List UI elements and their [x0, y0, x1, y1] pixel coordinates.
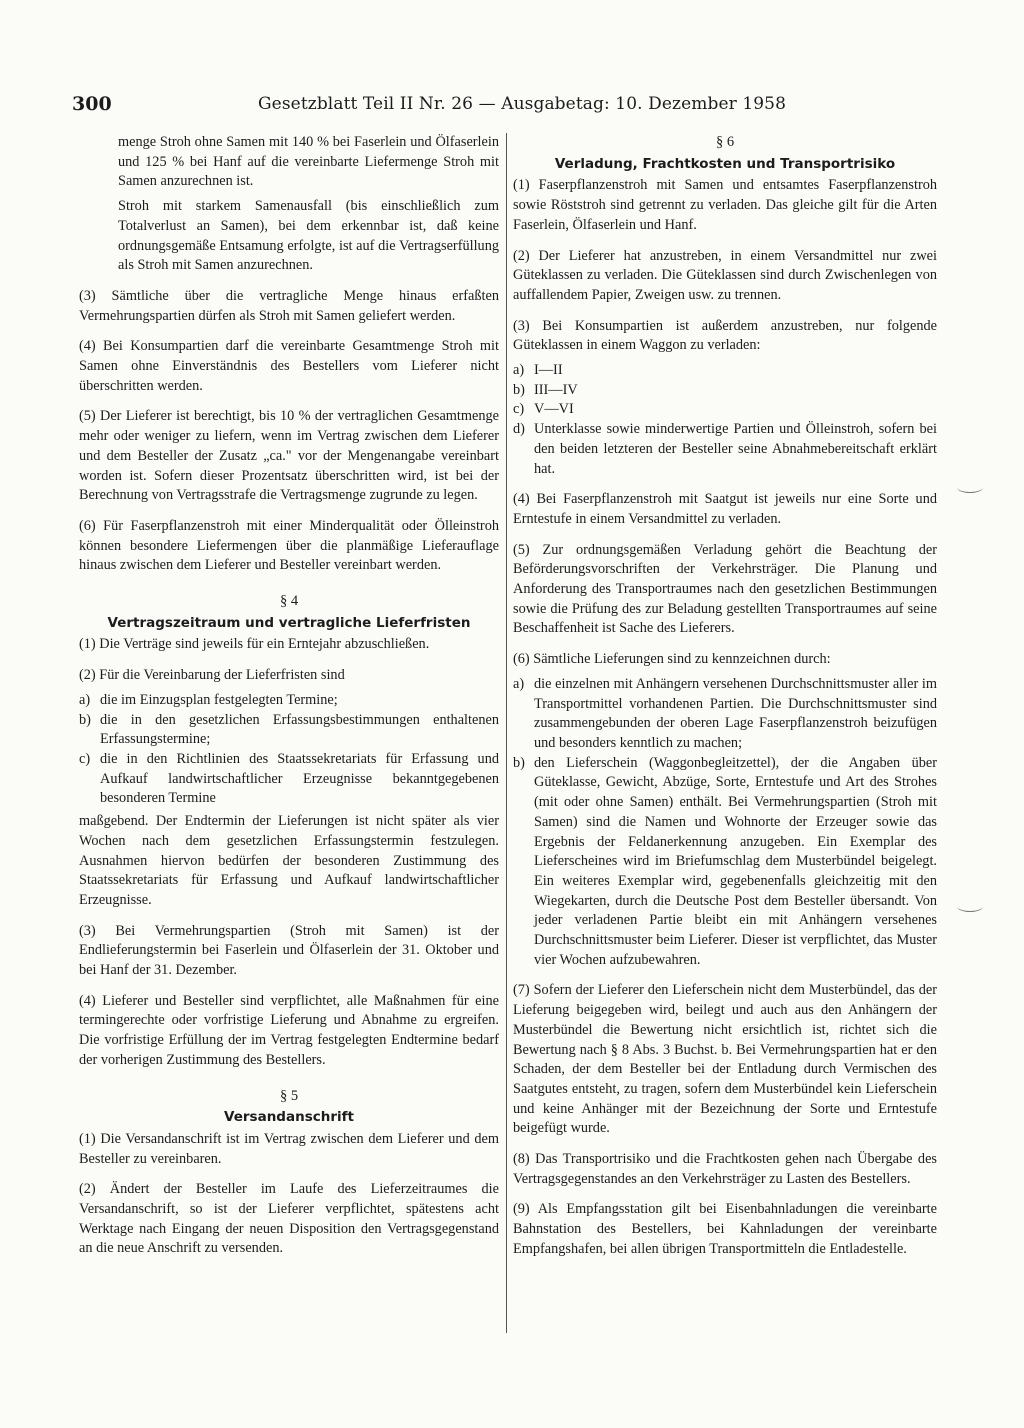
paragraph: (8) Das Transportrisiko und die Frachtkosten gehen nach Übergabe des Vertragsgegenstandes an den Verkehrsträger zu Lasten des Bestellers.	[513, 1151, 937, 1187]
list-marker: a)	[79, 691, 91, 708]
paragraph: (4) Lieferer und Besteller sind verpflichtet, alle Maßnahmen für eine termingerechte oder vorfristige Lieferung und Abnahme zu ergreifen. Die vorfristige Erfüllung der im Vertrag festgelegten Endtermine bedarf der vorherigen Zustimmung des Bestellers.	[79, 992, 499, 1068]
list-text: I—II	[534, 362, 563, 379]
list-marker: d)	[513, 421, 525, 438]
paragraph: (6) Für Faserpflanzenstroh mit einer Minderqualität oder Ölleinstroh können besondere Liefermengen über die planmäßige Lieferauflage hinaus zwischen dem Lieferer und Besteller vereinbart werden.	[79, 517, 499, 574]
list-item	[513, 754, 937, 971]
margin-mark	[957, 901, 983, 912]
list-item	[79, 750, 499, 809]
page-header	[72, 93, 952, 123]
paragraph: (3) Sämtliche über die vertragliche Menge hinaus erfaßten Vermehrungspartien dürfen als Stroh mit Samen geliefert werden.	[79, 287, 499, 324]
list-text: den Lieferschein (Waggonbegleitzettel), der die Angaben über Güteklasse, Gewicht, Abzüge, Sorte, Erntestufe und Art des Strohes (mit oder ohne Samen) enthält. Bei Vermehrungspartien (Stroh mit Samen) sind die Namen und Wohnorte der Erzeuger sowie das Ergebnis der Feldanerkennung anzugeben. Ein Exemplar des Lieferscheines wird im Briefumschlag dem Musterbündel beigelegt. Ein weiteres Exemplar wird, gegebenenfalls gleichzeitig mit den Wiegekarten, durch die Deutsche Post dem Besteller übersandt. Von jeder verladenen Partie bleibt ein mit Anhängern versehenes Durchschnittsmuster beim Lieferer. Dieser ist verpflichtet, das Muster vier Wochen aufzubewahren.	[534, 754, 937, 968]
list-marker: b)	[513, 754, 525, 771]
list-item	[79, 691, 499, 711]
paragraph: (1) Die Verträge sind jeweils für ein Erntejahr abzuschließen.	[79, 636, 430, 653]
paragraph: (1) Faserpflanzenstroh mit Samen und entsamtes Faserpflanzenstroh sowie Röststroh sind getrennt zu verladen. Das gleiche gilt für die Arten Faserlein, Ölfaserlein und Hanf.	[513, 177, 937, 233]
list-text: die in den Richtlinien des Staatssekretariats für Erfassung und Aufkauf landwirtschaftlicher Erzeugnisse bekanntgegebenen besonderen Termine	[100, 750, 499, 807]
margin-mark	[957, 482, 983, 493]
paragraph: (3) Bei Vermehrungspartien (Stroh mit Samen) ist der Endlieferungstermin bei Faserlein und Ölfaserlein der 31. Oktober und bei Hanf der 31. Dezember.	[79, 922, 499, 979]
list-marker: a)	[513, 675, 525, 692]
list	[513, 675, 937, 971]
paragraph: Stroh mit starkem Samenausfall (bis einschließlich zum Totalverlust an Samen), bei dem erkennbar ist, daß keine ordnungsgemäße Entsamung erfolgte, ist auf die Vertragserfüllung als Stroh mit Samen anzurechnen.	[118, 198, 499, 274]
paragraph: (4) Bei Faserpflanzenstroh mit Saatgut ist jeweils nur eine Sorte und Erntestufe in einem Versandmittel zu verladen.	[513, 491, 937, 527]
paragraph: (4) Bei Konsumpartien darf die vereinbarte Gesamtmenge Stroh mit Samen ohne Einverständnis des Bestellers vom Lieferer nicht überschritten werden.	[79, 338, 499, 394]
section-title: Verladung, Frachtkosten und Transportrisiko	[554, 155, 896, 172]
running-title: Gesetzblatt Teil II Nr. 26 — Ausgabetag: 10. Dezember 1958	[258, 94, 787, 114]
paragraph: (1) Die Versandanschrift ist im Vertrag zwischen dem Lieferer und dem Besteller zu vereinbaren.	[79, 1130, 499, 1167]
paragraph: (9) Als Empfangsstation gilt bei Eisenbahnladungen die vereinbarte Bahnstation des Bestellers, bei Kahnladungen der vereinbarte Empfangshafen, bei allen übrigen Transportmitteln die Entladestelle.	[513, 1201, 937, 1257]
list-marker: c)	[513, 401, 525, 418]
left-column	[79, 133, 499, 1264]
list-item	[513, 675, 937, 754]
paragraph: (2) Der Lieferer hat anzustreben, in einem Versandmittel nur zwei Güteklassen zu verladen. Die Güteklassen sind durch Zwischenlegen von auffallendem Papier, Zweigen usw. zu trennen.	[513, 247, 937, 303]
list-marker: b)	[513, 381, 525, 398]
paragraph: (2) Für die Vereinbarung der Lieferfristen sind	[79, 667, 345, 684]
paragraph: (7) Sofern der Lieferer den Lieferschein nicht dem Musterbündel, das der Lieferung beigegeben wird, beilegt und auch aus den Anhängern der Musterbündel die Bewertung nicht ersichtlich ist, richtet sich die Bewertung nach § 8 Abs. 3 Buchst. b. Bei Vermehrungspartien hat er den Schaden, der dem Besteller bei der Entladung durch Vermischen des Saatgutes entsteht, zu tragen, sofern dem Musterbündel kein Lieferschein und keine Anhänger mit der Bezeichnung der Sorte und Erntestufe beigefügt wurde.	[513, 982, 937, 1137]
page-number: 300	[72, 93, 112, 115]
list-text: Unterklasse sowie minderwertige Partien und Ölleinstroh, sofern bei den beiden letzteren der Besteller seine Abnahmebereitschaft erklärt hat.	[534, 421, 937, 477]
list	[79, 691, 499, 809]
right-column	[513, 133, 937, 1265]
paragraph: (2) Ändert der Besteller im Laufe des Lieferzeitraumes die Versandanschrift, so ist der Lieferer verpflichtet, spätestens acht Werktage nach Eingang der neuen Disposition den Vertragsgegenstand an die neue Anschrift zu versenden.	[79, 1181, 499, 1257]
list-item	[513, 361, 937, 381]
list-marker: c)	[79, 750, 91, 767]
list-text: die im Einzugsplan festgelegten Termine;	[100, 691, 338, 708]
list-marker: b)	[79, 711, 91, 728]
paragraph: (3) Bei Konsumpartien ist außerdem anzustreben, nur folgende Güteklassen in einem Waggon zu verladen:	[513, 317, 937, 354]
list-item	[513, 400, 937, 420]
paragraph: (5) Der Lieferer ist berechtigt, bis 10 % der vertraglichen Gesamtmenge mehr oder weniger zu liefern, wenn im Vertrag zwischen dem Lieferer und dem Besteller der Zusatz „ca." vor der Mengenangabe vereinbart worden ist. Sofern dieser Prozentsatz überschritten wird, ist bei der Berechnung von Vertragsstrafe die Vertragsmenge zugrunde zu legen.	[79, 408, 499, 504]
list-text: die in den gesetzlichen Erfassungsbestimmungen enthaltenen Erfassungstermine;	[100, 711, 499, 748]
paragraph: (5) Zur ordnungsgemäßen Verladung gehört die Beachtung der Beförderungsvorschriften der Verkehrsträger. Die Planung und Anforderung des Transportraumes nach den gesetzlichen Bestimmungen sowie die Prüfung des zur Beladung gestellten Transportraumes auf seine Beschaffenheit ist Sache des Lieferers.	[513, 541, 937, 637]
list	[513, 361, 937, 479]
list-item	[79, 711, 499, 750]
section-title: Versandanschrift	[224, 1109, 354, 1126]
section-number: § 4	[279, 593, 299, 610]
paragraph: maßgebend. Der Endtermin der Lieferungen ist nicht später als vier Wochen nach dem gesetzlichen Erfassungstermin festzulegen. Ausnahmen hiervon bedürfen der besonderen Zustimmung des Staatssekretariats für Erfassung und Aufkauf landwirtschaftlicher Erzeugnisse.	[79, 813, 499, 908]
section-title: Vertragszeitraum und vertragliche Lieferfristen	[107, 614, 471, 631]
list-marker: a)	[513, 362, 525, 379]
column-divider	[506, 133, 507, 1333]
list-text: V—VI	[534, 401, 574, 418]
section-number: § 6	[715, 134, 735, 150]
paragraph: menge Stroh ohne Samen mit 140 % bei Faserlein und Ölfaserlein und 125 % bei Hanf auf die vereinbarte Liefermenge Stroh mit Samen anzurechnen ist.	[118, 134, 499, 190]
list-item	[513, 420, 937, 479]
section-number: § 5	[279, 1087, 299, 1104]
list-text: III—IV	[534, 381, 578, 398]
list-item	[513, 381, 937, 401]
list-text: die einzelnen mit Anhängern versehenen Durchschnittsmuster aller im Transportmittel vorhandenen Partien. Die Durchschnittsmuster sind zusammengebunden der oberen Lage Faserpflanzenstroh beizufügen und besonders kenntlich zu machen;	[534, 675, 937, 751]
paragraph: (6) Sämtliche Lieferungen sind zu kennzeichnen durch:	[513, 651, 831, 668]
